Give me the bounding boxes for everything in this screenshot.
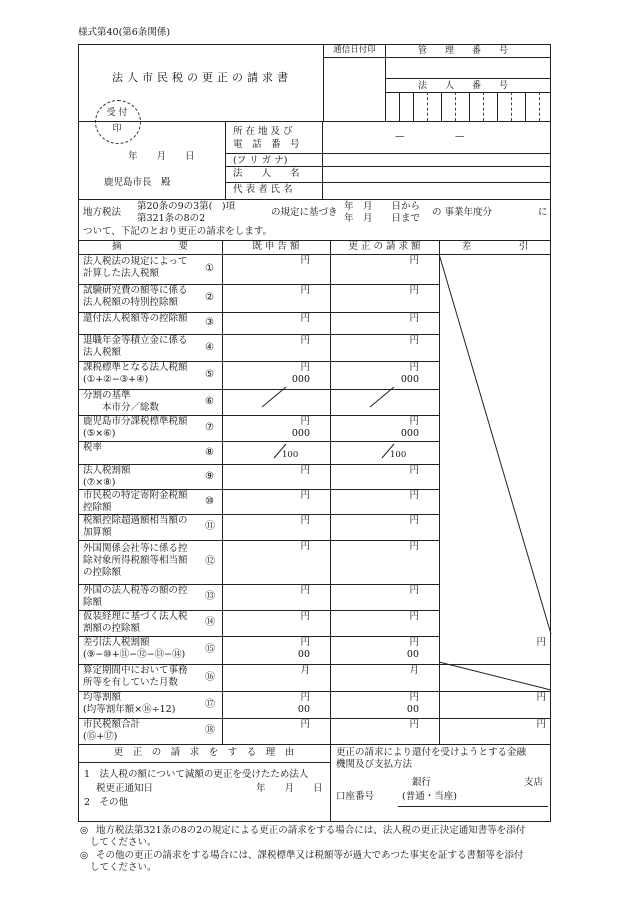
requested-unit: 円 bbox=[409, 719, 419, 730]
item-label: 法人税額の特別控除額 bbox=[83, 297, 179, 308]
strike-months-diff bbox=[439, 662, 551, 690]
refund-header-2: 機関及び支払方法 bbox=[336, 759, 413, 770]
corporate-name-label: 法 人 名 bbox=[233, 168, 300, 179]
item-number: ③ bbox=[205, 317, 214, 328]
requested-zeros: 00 bbox=[406, 649, 419, 660]
note-1-line-2: してください。 bbox=[90, 837, 157, 848]
item-label: 試験研究費の額等に係る bbox=[83, 285, 188, 296]
period-from: 年 月 日から bbox=[344, 201, 421, 212]
addressee: 鹿児島市長 殿 bbox=[104, 177, 171, 188]
requested-unit: 円 bbox=[409, 637, 419, 648]
requested-unit: 円 bbox=[409, 335, 419, 346]
item-label: 除対象所得税額等相当額 bbox=[83, 555, 188, 566]
requested-unit: 円 bbox=[409, 692, 419, 703]
declared-zeros: 00 bbox=[297, 704, 310, 715]
strike-upper-diff bbox=[439, 254, 551, 634]
requested-unit: 円 bbox=[409, 465, 419, 476]
ratio-slash-declared bbox=[262, 387, 286, 407]
requested-unit: 月 bbox=[409, 665, 419, 676]
difference-unit: 円 bbox=[536, 637, 546, 648]
phone-dash-2: — bbox=[455, 131, 465, 142]
item-label: 退職年金等積立金に係る bbox=[83, 335, 188, 346]
difference-unit: 円 bbox=[536, 692, 546, 703]
declared-unit: 円 bbox=[300, 719, 310, 730]
requested-unit: 円 bbox=[409, 541, 419, 552]
ratio-slash-requested bbox=[370, 387, 394, 407]
item-label: 法人税法の規定によって bbox=[83, 256, 188, 267]
header-item: 摘 要 bbox=[111, 241, 188, 252]
reason-item-1c: 年 月 日 bbox=[256, 783, 323, 794]
item-number: ⑭ bbox=[205, 617, 215, 628]
basis-line-2: ついて、下記のとおり更正の請求をします。 bbox=[83, 226, 273, 237]
item-label: (⑮+⑰) bbox=[83, 731, 118, 742]
item-number: ① bbox=[205, 263, 214, 274]
item-number: ⑨ bbox=[205, 470, 214, 482]
item-label: 市民税額合計 bbox=[83, 719, 141, 730]
item-number: ⑮ bbox=[205, 644, 215, 655]
requested-unit: 円 bbox=[409, 362, 419, 373]
reason-header: 更 正 の 請 求 を す る 理 由 bbox=[113, 747, 295, 758]
corporate-number-label: 法 人 番 号 bbox=[418, 81, 509, 91]
item-number: ⑯ bbox=[205, 671, 215, 683]
requested-zeros: 000 bbox=[400, 374, 419, 385]
header-requested: 更 正 の 請 求 額 bbox=[348, 241, 421, 252]
requested-unit: 円 bbox=[409, 255, 419, 266]
item-label: 仮装経理に基づく法人税 bbox=[83, 611, 188, 622]
item-number: ⑪ bbox=[205, 521, 215, 532]
requested-zeros: 000 bbox=[400, 428, 419, 439]
note-1-mark: ◎ bbox=[80, 825, 89, 836]
item-label: 除額 bbox=[83, 597, 103, 608]
header-difference: 差 引 bbox=[461, 241, 529, 252]
representative-label: 代 表 者 氏 名 bbox=[233, 184, 293, 195]
refund-branch: 支店 bbox=[524, 777, 544, 788]
item-number: ⑫ bbox=[205, 556, 215, 567]
item-label: 課税標準となる法人税額 bbox=[83, 362, 188, 373]
form-label: 様式第40(第6条関係) bbox=[78, 27, 171, 38]
note-2-mark: ◎ bbox=[80, 850, 89, 861]
item-number: ⑬ bbox=[205, 591, 215, 602]
item-label: 計算した法人税額 bbox=[83, 268, 160, 279]
item-label: 還付法人税額等の控除額 bbox=[83, 313, 188, 324]
office-stamp-header: 通信日付印 bbox=[333, 45, 376, 55]
declared-unit: 円 bbox=[300, 637, 310, 648]
reason-item-1b: 税更正通知日 bbox=[96, 783, 154, 794]
item-label: 所等を有していた月数 bbox=[83, 677, 179, 688]
item-label: 分割の基準 bbox=[83, 390, 131, 401]
period-to: 年 月 日まで bbox=[344, 213, 421, 224]
declared-zeros: 000 bbox=[291, 428, 310, 439]
note-2-line-1: その他の更正の請求をする場合には、課税標準又は税額等が過大であつた事実を証する書類等を添付 bbox=[96, 850, 524, 861]
form-title: 法人市民税の更正の請求書 bbox=[112, 71, 292, 84]
declared-unit: 円 bbox=[300, 465, 310, 476]
item-label: 市民税の特定寄附金税額 bbox=[83, 490, 188, 501]
refund-header-1: 更正の請求により還付を受けようとする金融 bbox=[336, 747, 527, 758]
item-label: (①+②−③+④) bbox=[83, 374, 149, 385]
declared-unit: 円 bbox=[300, 416, 310, 427]
declared-unit: 円 bbox=[300, 313, 310, 324]
reason-item-1a: 1 法人税の額について減額の更正を受けたため法人 bbox=[84, 769, 309, 780]
stamp-top-text: 受 付 bbox=[106, 108, 128, 118]
item-number: ⑱ bbox=[205, 725, 215, 736]
declared-unit: 円 bbox=[300, 585, 310, 596]
item-number: ⑩ bbox=[205, 495, 214, 507]
declared-unit: 月 bbox=[300, 665, 310, 676]
note-2-line-2: してください。 bbox=[90, 862, 157, 873]
declared-unit: 円 bbox=[300, 515, 310, 526]
item-label: 法人税割額 bbox=[83, 465, 131, 476]
item-number: ⑧ bbox=[205, 446, 214, 458]
item-label: 割額の控除額 bbox=[83, 623, 141, 634]
requested-unit: 円 bbox=[409, 313, 419, 324]
requested-unit: 円 bbox=[409, 585, 419, 596]
item-number: ⑥ bbox=[205, 396, 214, 407]
declared-zeros: 00 bbox=[297, 649, 310, 660]
basis-ni: に bbox=[538, 207, 548, 218]
refund-account-label: 口座番号 bbox=[336, 791, 375, 802]
item-number: ④ bbox=[205, 341, 214, 353]
requested-unit: 円 bbox=[409, 515, 419, 526]
item-label: 税率 bbox=[83, 442, 103, 453]
item-label: 外国の法人税等の額の控 bbox=[83, 585, 188, 596]
declared-unit: 円 bbox=[300, 362, 310, 373]
requested-unit: 円 bbox=[409, 490, 419, 501]
address-label-1: 所 在 地 及 び bbox=[233, 126, 293, 137]
refund-bank: 銀行 bbox=[412, 777, 432, 788]
furigana-label: (フ リ ガ ナ) bbox=[233, 155, 288, 166]
declared-rate-denominator: 100 bbox=[282, 450, 299, 460]
item-label: 控除額 bbox=[83, 502, 112, 513]
item-label: (⑦×⑧) bbox=[83, 477, 116, 488]
basis-article-1: 第20条の9の3第( )項 bbox=[137, 201, 236, 212]
item-label: 外国関係会社等に係る控 bbox=[83, 543, 188, 554]
item-label: (均等割年額×⑯÷12) bbox=[83, 704, 176, 715]
declared-unit: 円 bbox=[300, 255, 310, 266]
declared-unit: 円 bbox=[300, 541, 310, 552]
management-number-label: 管 理 番 号 bbox=[418, 46, 509, 56]
item-number: ② bbox=[205, 292, 214, 303]
declared-unit: 円 bbox=[300, 490, 310, 501]
reason-item-2: 2 その他 bbox=[84, 797, 129, 808]
item-label: 法人税額 bbox=[83, 347, 122, 358]
basis-article-2: 第321条の8の2 bbox=[137, 213, 206, 224]
item-number: ⑰ bbox=[205, 698, 215, 710]
item-number: ⑦ bbox=[205, 422, 214, 433]
item-label: (⑨−⑩+⑪−⑫−⑬−⑭) bbox=[83, 649, 186, 660]
requested-rate-denominator: 100 bbox=[390, 450, 407, 460]
period-label: の 事業年度分 bbox=[432, 207, 493, 218]
item-label: 差引法人税割額 bbox=[83, 637, 150, 648]
stamp-bottom-text: 印 bbox=[112, 124, 122, 134]
declared-zeros: 000 bbox=[291, 374, 310, 385]
item-label: 算定期間中において事務 bbox=[83, 665, 188, 676]
basis-clause: の規定に基づき bbox=[271, 207, 338, 218]
phone-dash-1: — bbox=[395, 131, 405, 142]
requested-unit: 円 bbox=[409, 416, 419, 427]
rate-slash-requested bbox=[382, 444, 394, 458]
item-label: 加算額 bbox=[83, 527, 112, 538]
declared-unit: 円 bbox=[300, 611, 310, 622]
requested-unit: 円 bbox=[409, 611, 419, 622]
item-label: の控除額 bbox=[83, 567, 122, 578]
note-1-line-1: 地方税法第321条の8の2の規定による更正の請求をする場合には、法人税の更正決定通知書等を添付 bbox=[96, 825, 526, 836]
declared-unit: 円 bbox=[300, 335, 310, 346]
basis-law: 地方税法 bbox=[83, 207, 122, 218]
item-number: ⑤ bbox=[205, 369, 214, 380]
item-label: 本市分／総数 bbox=[83, 402, 160, 413]
declared-unit: 円 bbox=[300, 285, 310, 296]
rate-slash-declared bbox=[274, 444, 286, 458]
item-label: (⑤×⑥) bbox=[83, 428, 116, 439]
header-declared: 既 申 告 額 bbox=[252, 241, 300, 252]
item-label: 均等割額 bbox=[83, 692, 122, 703]
declared-unit: 円 bbox=[300, 692, 310, 703]
requested-zeros: 00 bbox=[406, 704, 419, 715]
item-label: 鹿児島市分課税標準税額 bbox=[83, 416, 188, 427]
requested-unit: 円 bbox=[409, 285, 419, 296]
address-label-2: 電 話 番 号 bbox=[233, 139, 300, 150]
refund-account-type: (普通・当座) bbox=[402, 791, 457, 802]
item-label: 税額控除超過額相当額の bbox=[83, 515, 188, 526]
difference-unit: 円 bbox=[536, 719, 546, 730]
filing-date: 年 月 日 bbox=[128, 151, 195, 162]
